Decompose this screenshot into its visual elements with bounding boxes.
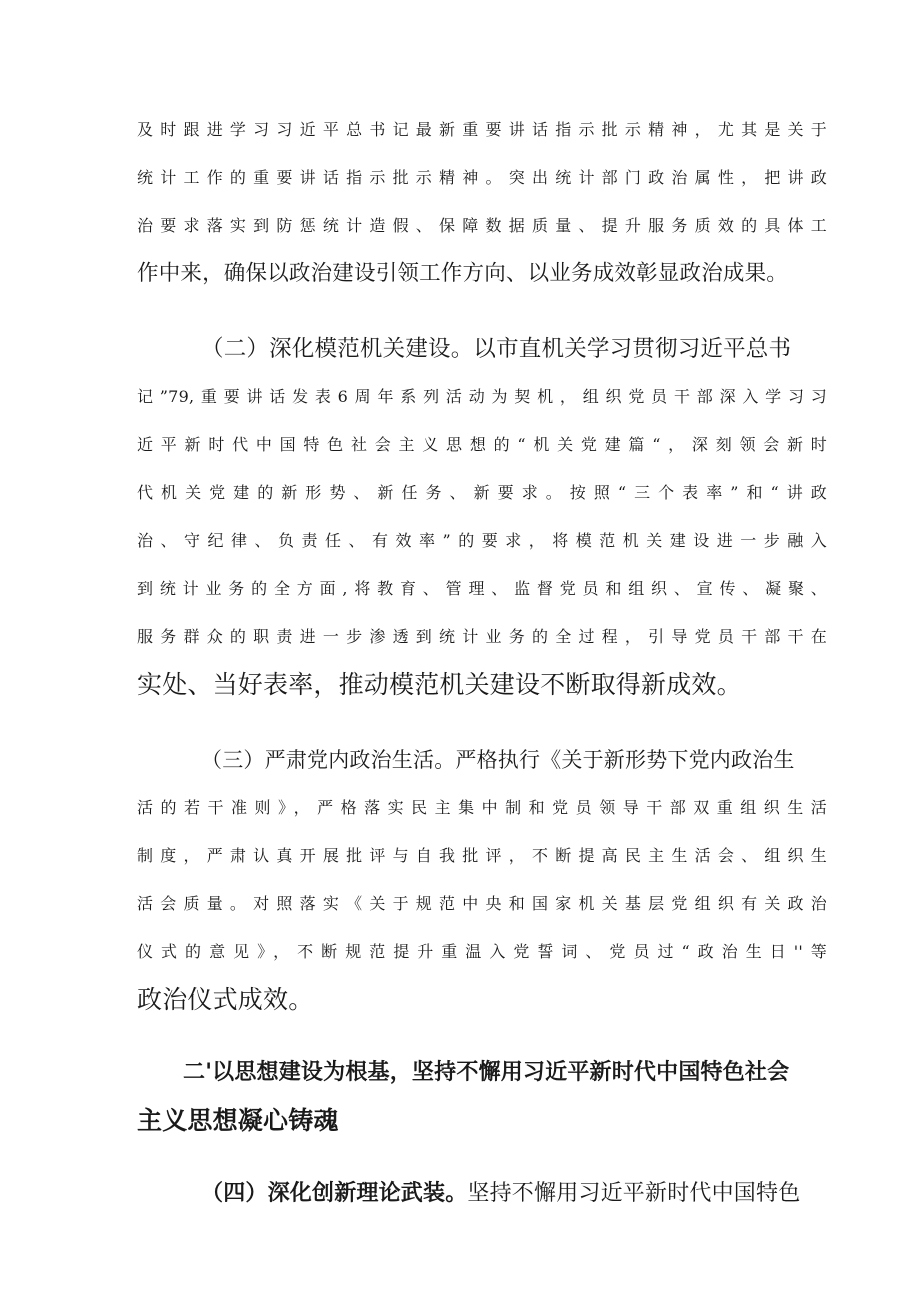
paragraph-2-line-2: 记”79,重要讲话发表6周年系列活动为契机，组织党员干部深入学习习	[137, 387, 827, 406]
paragraph-1-line-2: 统计工作的重要讲话指示批示精神。突出统计部门政治属性，把讲政	[137, 168, 827, 187]
paragraph-2-line-6: 到统计业务的全方面,将教育、管理、监督党员和组织、宣传、凝聚、	[137, 579, 827, 598]
paragraph-3-line-2: 活的若干准则》，严格落实民主集中制和党员领导干部双重组织生活	[137, 798, 827, 817]
paragraph-1-line-3: 治要求落实到防惩统计造假、保障数据质量、提升服务质效的具体工	[137, 216, 827, 235]
paragraph-2-line-7: 服务群众的职责进一步渗透到统计业务的全过程，引导党员干部干在	[137, 627, 827, 646]
paragraph-2-line-4: 代机关党建的新形势、新任务、新要求。按照“三个表率”和“讲政	[137, 483, 827, 502]
paragraph-4-line-1	[201, 1178, 800, 1210]
paragraph-1-line-4: 作中来，确保以政治建设引领工作方向、以业务成效彰显政治成果。	[137, 261, 789, 286]
paragraph-2-line-3: 近平新时代中国特色社会主义思想的“机关党建篇“，深刻领会新时	[137, 435, 827, 454]
paragraph-3-line-4: 活会质量。对照落实《关于规范中央和国家机关基层党组织有关政治	[137, 894, 827, 913]
paragraph-2-line-8: 实处、当好表率，推动模范机关建设不断取得新成效。	[137, 670, 742, 699]
paragraph-4-text: 坚持不懈用习近平新时代中国特色	[467, 1181, 801, 1206]
section-heading-2-line-1: 二'以思想建设为根基，坚持不懈用习近平新时代中国特色社会	[183, 1060, 790, 1085]
paragraph-4-subheading: （四）深化创新理论武装。	[201, 1181, 468, 1206]
paragraph-3-line-6: 政治仪式成效。	[137, 985, 314, 1014]
paragraph-1-line-1: 及时跟进学习习近平总书记最新重要讲话指示批示精神，尤其是关于	[137, 120, 827, 139]
paragraph-3-line-1: （三）严肃党内政治生活。严格执行《关于新形势下党内政治生	[201, 748, 795, 772]
paragraph-2-line-1: （二）深化模范机关建设。以市直机关学习贯彻习近平总书	[201, 336, 792, 362]
paragraph-3-line-3: 制度，严肃认真开展批评与自我批评，不断提高民主生活会、组织生	[137, 846, 827, 865]
paragraph-2-line-5: 治、守纪律、负责任、有效率”的要求，将模范机关建设进一步融入	[137, 531, 827, 550]
paragraph-3-line-5: 仪式的意见》，不断规范提升重温入党誓词、党员过“政治生日''等	[137, 942, 827, 961]
section-heading-2-line-2: 主义思想凝心铸魂	[137, 1106, 339, 1135]
